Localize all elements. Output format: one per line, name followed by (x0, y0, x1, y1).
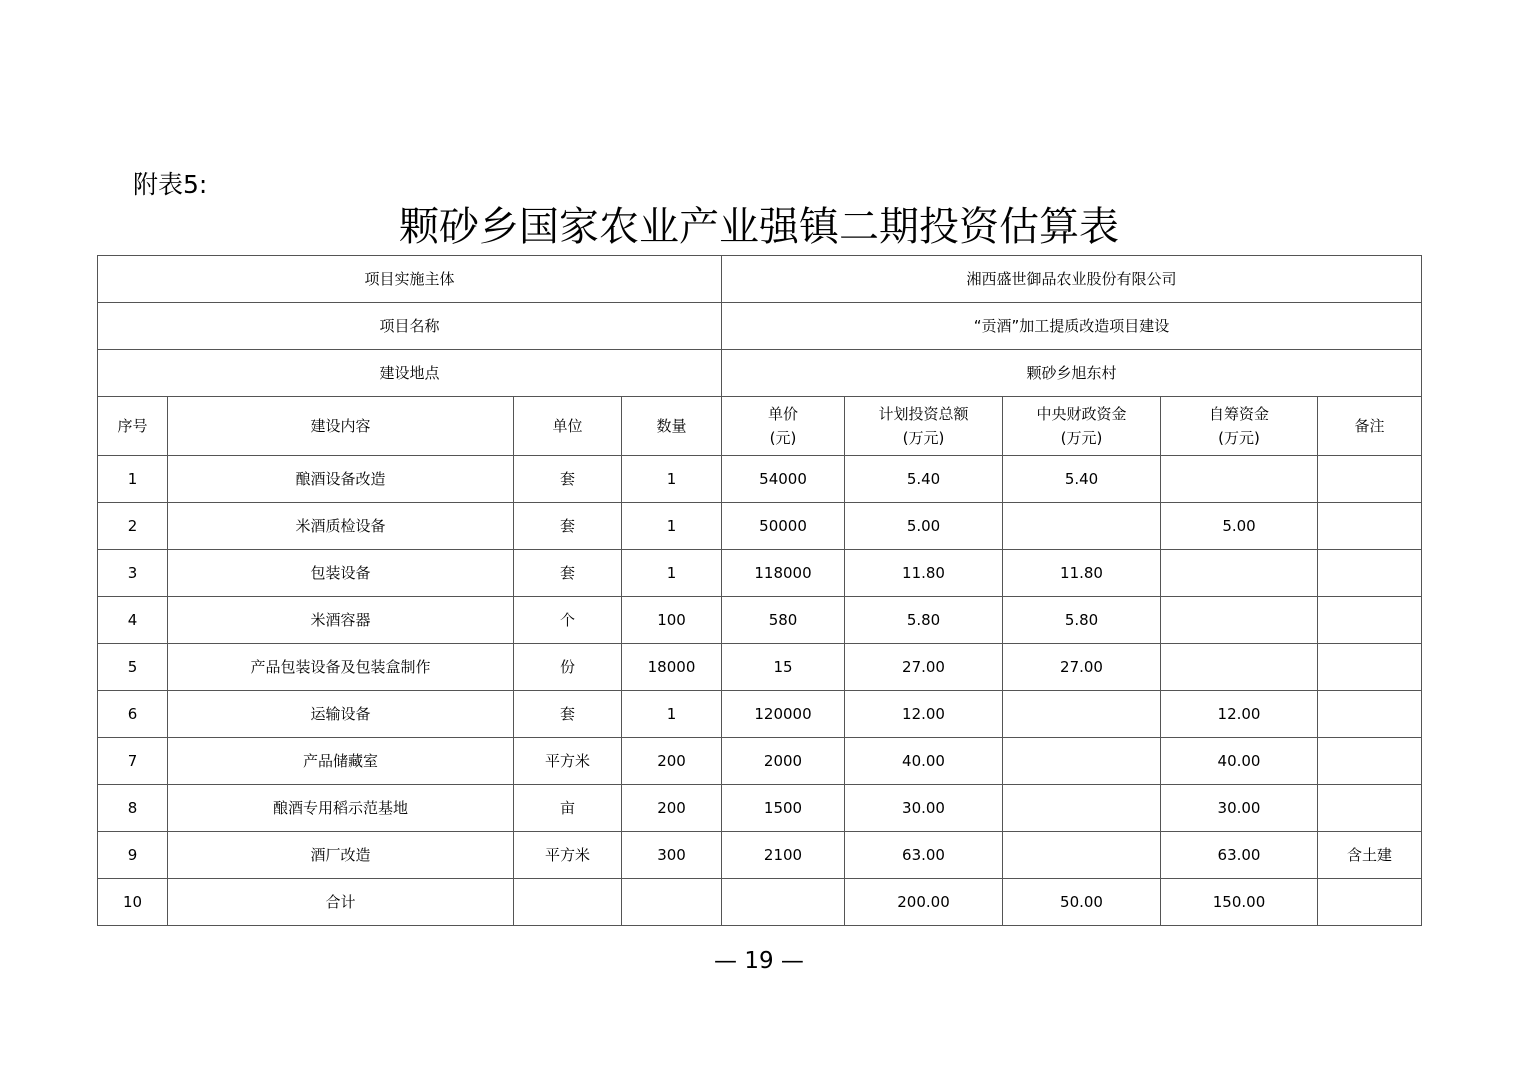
cell-total: 63.00 (845, 832, 1003, 879)
cell-qty: 200 (622, 785, 722, 832)
cell-self: 150.00 (1161, 879, 1318, 926)
cell-total: 5.00 (845, 503, 1003, 550)
cell-unit (514, 879, 622, 926)
table-row (98, 644, 1422, 691)
header-price-unit: (元) (769, 429, 797, 447)
info-value: 湘西盛世御品农业股份有限公司 (722, 256, 1422, 303)
cell-note (1318, 644, 1422, 691)
cell-central (1003, 832, 1161, 879)
info-row-location (98, 350, 1422, 397)
cell-price: 2100 (722, 832, 845, 879)
info-label: 项目名称 (98, 303, 722, 350)
cell-self (1161, 456, 1318, 503)
cell-unit: 套 (514, 691, 622, 738)
cell-note (1318, 550, 1422, 597)
cell-price: 15 (722, 644, 845, 691)
cell-price (722, 879, 845, 926)
cell-total: 40.00 (845, 738, 1003, 785)
cell-content: 合计 (168, 879, 514, 926)
cell-price: 2000 (722, 738, 845, 785)
cell-price: 1500 (722, 785, 845, 832)
table-row (98, 879, 1422, 926)
cell-central (1003, 785, 1161, 832)
cell-qty: 1 (622, 691, 722, 738)
cell-qty (622, 879, 722, 926)
investment-estimate-table (97, 255, 1422, 926)
cell-qty: 100 (622, 597, 722, 644)
info-label: 建设地点 (98, 350, 722, 397)
header-price (722, 397, 845, 456)
cell-seq: 6 (98, 691, 168, 738)
cell-note (1318, 597, 1422, 644)
cell-total: 27.00 (845, 644, 1003, 691)
cell-content: 产品包装设备及包装盒制作 (168, 644, 514, 691)
cell-qty: 18000 (622, 644, 722, 691)
cell-content: 米酒质检设备 (168, 503, 514, 550)
cell-price: 118000 (722, 550, 845, 597)
header-self-label: 自筹资金 (1209, 405, 1270, 423)
page-number: — 19 — (714, 948, 804, 974)
cell-central (1003, 738, 1161, 785)
cell-central: 50.00 (1003, 879, 1161, 926)
cell-qty: 1 (622, 550, 722, 597)
table-header-row (98, 397, 1422, 456)
info-value: 颗砂乡旭东村 (722, 350, 1422, 397)
cell-price: 54000 (722, 456, 845, 503)
header-total-unit: (万元) (902, 429, 945, 447)
cell-self: 40.00 (1161, 738, 1318, 785)
table-row (98, 503, 1422, 550)
cell-self (1161, 550, 1318, 597)
header-central-unit: (万元) (1060, 429, 1103, 447)
cell-unit: 平方米 (514, 832, 622, 879)
cell-qty: 300 (622, 832, 722, 879)
cell-content: 米酒容器 (168, 597, 514, 644)
cell-self (1161, 597, 1318, 644)
header-total-label: 计划投资总额 (878, 405, 969, 423)
appendix-label: 附表5: (133, 170, 208, 199)
header-self-unit: (万元) (1218, 429, 1260, 447)
cell-note (1318, 738, 1422, 785)
cell-total: 5.80 (845, 597, 1003, 644)
cell-note (1318, 503, 1422, 550)
cell-content: 产品储藏室 (168, 738, 514, 785)
header-content: 建设内容 (168, 397, 514, 456)
header-note: 备注 (1318, 397, 1422, 456)
cell-central (1003, 691, 1161, 738)
cell-seq: 4 (98, 597, 168, 644)
table-row (98, 738, 1422, 785)
cell-content: 酿酒设备改造 (168, 456, 514, 503)
cell-content: 酒厂改造 (168, 832, 514, 879)
cell-seq: 9 (98, 832, 168, 879)
header-qty: 数量 (622, 397, 722, 456)
cell-total: 5.40 (845, 456, 1003, 503)
cell-total: 11.80 (845, 550, 1003, 597)
header-unit: 单位 (514, 397, 622, 456)
table-row (98, 691, 1422, 738)
cell-qty: 1 (622, 456, 722, 503)
table-row (98, 785, 1422, 832)
cell-note (1318, 456, 1422, 503)
cell-seq: 7 (98, 738, 168, 785)
cell-total: 30.00 (845, 785, 1003, 832)
cell-self: 5.00 (1161, 503, 1318, 550)
info-label: 项目实施主体 (98, 256, 722, 303)
info-row-implementer (98, 256, 1422, 303)
table-row (98, 597, 1422, 644)
cell-seq: 10 (98, 879, 168, 926)
cell-self (1161, 644, 1318, 691)
cell-unit: 份 (514, 644, 622, 691)
cell-note (1318, 879, 1422, 926)
cell-unit: 亩 (514, 785, 622, 832)
cell-content: 酿酒专用稻示范基地 (168, 785, 514, 832)
cell-seq: 1 (98, 456, 168, 503)
cell-seq: 5 (98, 644, 168, 691)
cell-unit: 套 (514, 456, 622, 503)
cell-central: 11.80 (1003, 550, 1161, 597)
document-title: 颗砂乡国家农业产业强镇二期投资估算表 (399, 204, 1119, 250)
cell-central: 5.40 (1003, 456, 1161, 503)
cell-note (1318, 691, 1422, 738)
table-row (98, 550, 1422, 597)
header-central (1003, 397, 1161, 456)
table-row (98, 832, 1422, 879)
cell-seq: 3 (98, 550, 168, 597)
cell-central: 5.80 (1003, 597, 1161, 644)
cell-price: 50000 (722, 503, 845, 550)
cell-unit: 套 (514, 503, 622, 550)
cell-content: 运输设备 (168, 691, 514, 738)
cell-total: 12.00 (845, 691, 1003, 738)
header-central-label: 中央财政资金 (1036, 405, 1127, 423)
cell-note: 含土建 (1318, 832, 1422, 879)
header-self (1161, 397, 1318, 456)
cell-central (1003, 503, 1161, 550)
cell-qty: 1 (622, 503, 722, 550)
header-total (845, 397, 1003, 456)
cell-unit: 套 (514, 550, 622, 597)
cell-note (1318, 785, 1422, 832)
header-seq: 序号 (98, 397, 168, 456)
cell-price: 580 (722, 597, 845, 644)
cell-price: 120000 (722, 691, 845, 738)
cell-seq: 8 (98, 785, 168, 832)
cell-self: 30.00 (1161, 785, 1318, 832)
cell-content: 包装设备 (168, 550, 514, 597)
cell-total: 200.00 (845, 879, 1003, 926)
cell-unit: 个 (514, 597, 622, 644)
cell-self: 12.00 (1161, 691, 1318, 738)
table-row (98, 456, 1422, 503)
cell-unit: 平方米 (514, 738, 622, 785)
cell-seq: 2 (98, 503, 168, 550)
header-price-label: 单价 (768, 405, 799, 423)
cell-self: 63.00 (1161, 832, 1318, 879)
info-row-project-name (98, 303, 1422, 350)
info-value: “贡酒”加工提质改造项目建设 (722, 303, 1422, 350)
cell-central: 27.00 (1003, 644, 1161, 691)
cell-qty: 200 (622, 738, 722, 785)
